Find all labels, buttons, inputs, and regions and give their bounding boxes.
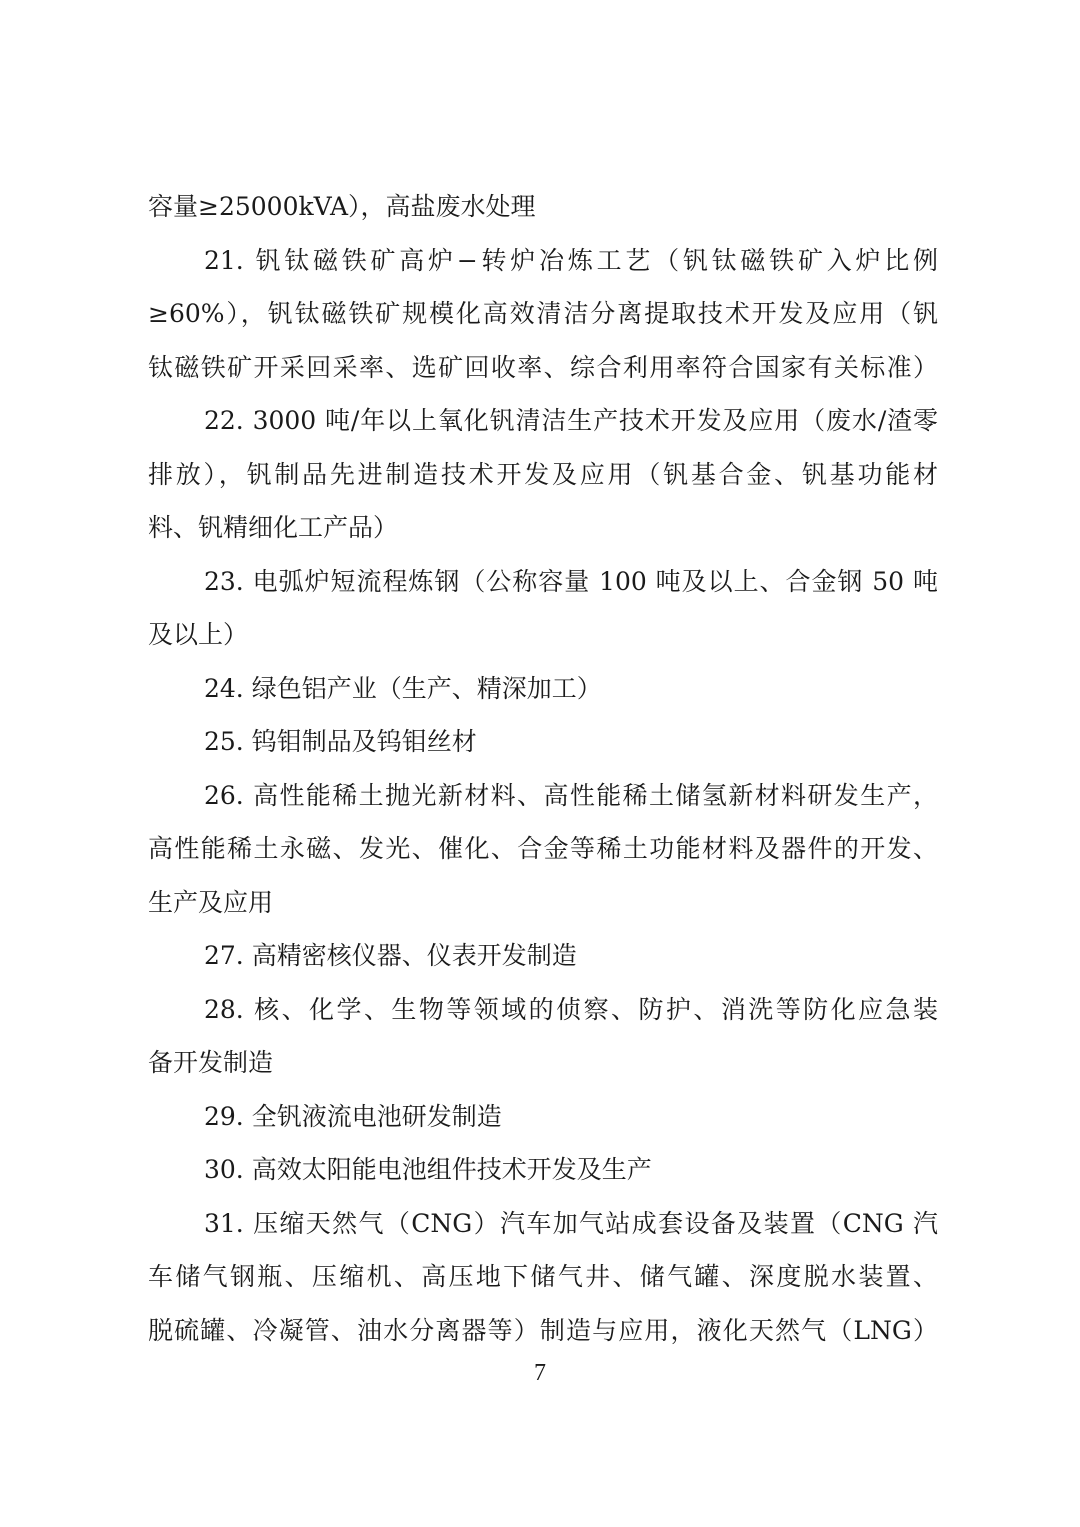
text-line: 备开发制造 [148, 1048, 274, 1077]
list-item-21: 21. 钒钛磁铁矿高炉−转炉冶炼工艺（钒钛磁铁矿入炉比例 [204, 245, 938, 275]
document-body [148, 180, 938, 1357]
list-item-22: 22. 3000 吨/年以上氧化钒清洁生产技术开发及应用（废水/渣零 [204, 406, 938, 435]
text-line: 及以上） [148, 620, 249, 649]
list-item-28: 28. 核、化学、生物等领域的侦察、防护、消洗等防化应急装 [204, 994, 938, 1024]
text-line: 生产及应用 [148, 887, 274, 917]
list-item-25: 25. 钨钼制品及钨钼丝材 [204, 727, 477, 756]
text-line: 排放），钒制品先进制造技术开发及应用（钒基合金、钒基功能材 [148, 459, 938, 489]
text-line: 料、钒精细化工产品） [148, 513, 399, 542]
list-item-29: 29. 全钒液流电池研发制造 [204, 1101, 502, 1131]
text-line: 脱硫罐、冷凝管、油水分离器等）制造与应用，液化天然气（LNG） [148, 1315, 938, 1345]
text-line: ≥60%），钒钛磁铁矿规模化高效清洁分离提取技术开发及应用（钒 [148, 299, 938, 328]
list-item-24: 24. 绿色铝产业（生产、精深加工） [204, 673, 602, 703]
list-item-27: 27. 高精密核仪器、仪表开发制造 [204, 941, 577, 970]
text-line: 钛磁铁矿开采回采率、选矿回收率、综合利用率符合国家有关标准） [148, 352, 938, 382]
list-item-31: 31. 压缩天然气（CNG）汽车加气站成套设备及装置（CNG 汽 [204, 1208, 938, 1238]
list-item-23: 23. 电弧炉短流程炼钢（公称容量 100 吨及以上、合金钢 50 吨 [204, 566, 938, 596]
list-item-30: 30. 高效太阳能电池组件技术开发及生产 [204, 1155, 652, 1184]
text-line: 车储气钢瓶、压缩机、高压地下储气井、储气罐、深度脱水装置、 [148, 1262, 938, 1291]
text-line: 高性能稀土永磁、发光、催化、合金等稀土功能材料及器件的开发、 [148, 834, 938, 863]
page-number: 7 [534, 1360, 546, 1386]
list-item-26: 26. 高性能稀土抛光新材料、高性能稀土储氢新材料研发生产， [204, 780, 938, 810]
text-line: 容量≥25000kVA），高盐废水处理 [148, 192, 536, 221]
